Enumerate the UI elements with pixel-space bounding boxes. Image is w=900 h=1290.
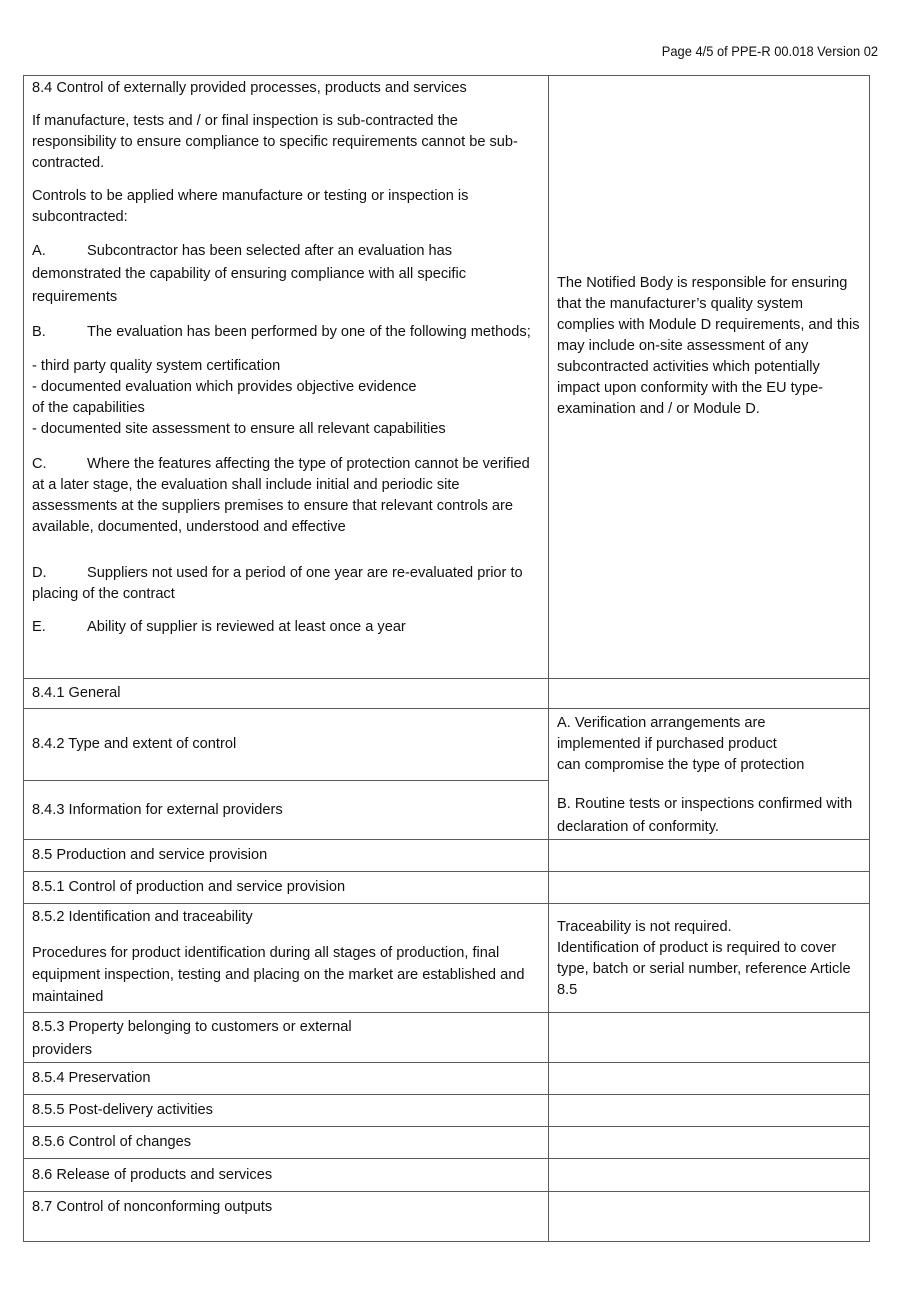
table-row: [24, 679, 870, 709]
requirement-cell: [24, 781, 549, 840]
requirement-cell: [24, 840, 549, 872]
notes-cell: [549, 1095, 870, 1127]
notes-cell: [549, 840, 870, 872]
requirement-cell: [24, 1013, 549, 1063]
section-title: 8.5.2 Identification and traceability: [32, 909, 253, 925]
requirements-table: [23, 75, 870, 1242]
requirement-cell: [24, 1127, 549, 1159]
paragraph: Procedures for product identification during all stages of production, final equipment inspection, testing and placing on the market are established and maintained: [32, 945, 525, 1005]
section-title: 8.5.1 Control of production and service provision: [32, 879, 346, 895]
section-title: 8.4 Control of externally provided processes, products and services: [32, 80, 467, 96]
requirement-cell: [24, 872, 549, 904]
item-letter: E.: [32, 619, 46, 635]
notes-cell: [549, 1159, 870, 1192]
table-row: [24, 904, 870, 1013]
section-title: 8.5.5 Post-delivery activities: [32, 1102, 213, 1118]
requirement-cell: [24, 76, 549, 679]
method-item: of the capabilities: [32, 400, 145, 416]
list-item: [32, 240, 540, 309]
table-row: [24, 1013, 870, 1063]
table-row: [24, 872, 870, 904]
item-text: The evaluation has been performed by one of the following methods;: [87, 324, 531, 340]
table-row: [24, 1127, 870, 1159]
table-row: [24, 709, 870, 781]
item-letter: B.: [32, 324, 46, 340]
list-item: [32, 617, 540, 638]
section-title: 8.7 Control of nonconforming outputs: [32, 1199, 273, 1215]
list-item: [32, 321, 540, 344]
notes-cell: [549, 904, 870, 1013]
requirement-cell: [24, 1159, 549, 1192]
section-title: 8.5.3 Property belonging to customers or external: [32, 1019, 352, 1035]
item-text: Subcontractor has been selected after an evaluation has demonstrated the capability of ensuring compliance with all specific requirements: [32, 243, 466, 305]
notes-cell: [549, 1063, 870, 1095]
page-reference: Page 4/5 of PPE-R 00.018 Version 02: [661, 43, 878, 59]
requirement-cell: [24, 1063, 549, 1095]
list-item: [32, 563, 540, 605]
notes-text: A. Verification arrangements are: [557, 715, 766, 731]
table-row: [24, 1159, 870, 1192]
section-title: 8.5.4 Preservation: [32, 1070, 151, 1086]
section-title: 8.4.2 Type and extent of control: [32, 736, 237, 752]
notes-cell: [549, 1127, 870, 1159]
notes-cell: [549, 1192, 870, 1242]
requirement-cell: [24, 904, 549, 1013]
table-row: [24, 1095, 870, 1127]
section-title: 8.5 Production and service provision: [32, 847, 268, 863]
section-title: 8.4.1 General: [32, 685, 121, 701]
method-item: - documented site assessment to ensure all relevant capabilities: [32, 421, 446, 437]
item-letter: C.: [32, 456, 47, 472]
table-row: [24, 1192, 870, 1242]
item-text: Ability of supplier is reviewed at least once a year: [87, 619, 406, 635]
requirement-cell: [24, 1192, 549, 1242]
method-item: - documented evaluation which provides objective evidence: [32, 379, 417, 395]
notes-text: Identification of product is required to cover type, batch or serial number, reference Article 8.5: [557, 940, 851, 998]
list-item: [32, 454, 540, 538]
requirement-cell: [24, 709, 549, 781]
section-title: 8.5.6 Control of changes: [32, 1134, 192, 1150]
notes-cell: [549, 679, 870, 709]
notes-text: B. Routine tests or inspections confirmed with declaration of conformity.: [557, 796, 853, 835]
notes-cell: [549, 872, 870, 904]
requirement-cell: [24, 1095, 549, 1127]
notes-text: can compromise the type of protection: [557, 757, 805, 773]
item-letter: A.: [32, 243, 46, 259]
notes-text: Traceability is not required.: [557, 919, 732, 935]
table-row: [24, 1063, 870, 1095]
table-row: [24, 840, 870, 872]
requirement-cell: [24, 679, 549, 709]
notes-text: The Notified Body is responsible for ensuring that the manufacturer’s quality system complies with Module D requirements, and this may include on-site assessment of any subcontracted activities which potentially impact upon conformity with the EU type-examination and / or Module D.: [557, 275, 860, 417]
paragraph: Controls to be applied where manufacture or testing or inspection is subcontracted:: [32, 188, 469, 225]
item-text: Suppliers not used for a period of one year are re-evaluated prior to placing of the contract: [32, 565, 523, 602]
notes-cell: [549, 1013, 870, 1063]
section-title: 8.6 Release of products and services: [32, 1166, 273, 1183]
section-title: providers: [32, 1042, 93, 1058]
notes-cell: [549, 76, 870, 679]
item-letter: D.: [32, 565, 47, 581]
notes-text: implemented if purchased product: [557, 736, 777, 752]
table-row: [24, 76, 870, 679]
method-item: - third party quality system certification: [32, 358, 281, 374]
notes-cell: [549, 709, 870, 840]
paragraph: If manufacture, tests and / or final inspection is sub-contracted the responsibility to ensure compliance to specific requirements cannot be sub-contracted.: [32, 113, 518, 171]
item-text: Where the features affecting the type of protection cannot be verified at a later stage, the evaluation shall include initial and periodic site assessments at the suppliers premises to ensure that relevant controls are available, documented, understood and effective: [32, 456, 530, 535]
section-title: 8.4.3 Information for external providers: [32, 801, 283, 818]
